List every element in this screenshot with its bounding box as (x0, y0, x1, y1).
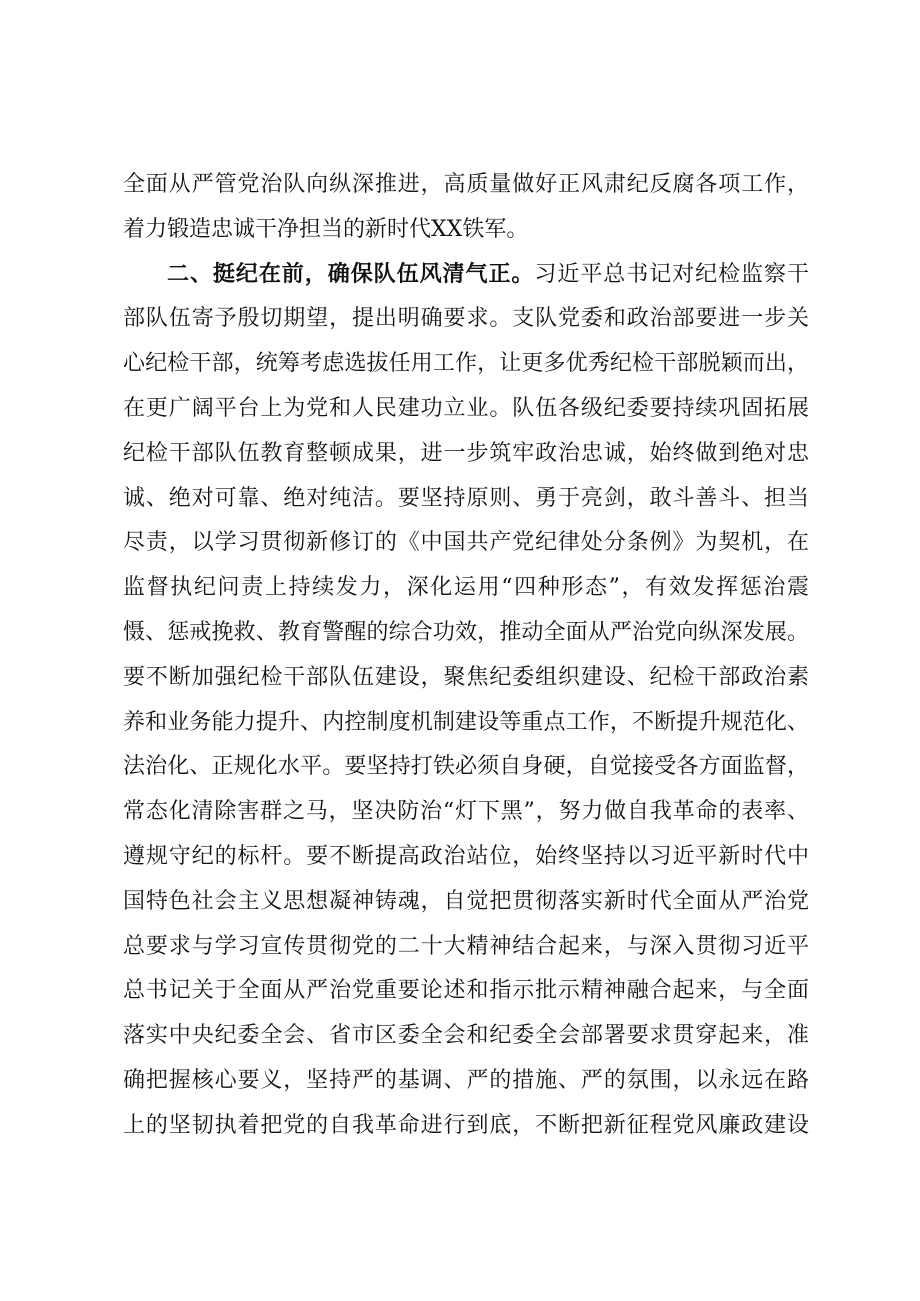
text-line: 落实中央纪委全会、省市区委全会和纪委全会部署要求贯穿起来，准 (123, 1023, 809, 1049)
section-heading: 二、挺纪在前，确保队伍风清气正。 (167, 261, 535, 287)
text-line: 在更广阔平台上为党和人民建功立业。队伍各级纪委要持续巩固拓展 (123, 395, 809, 421)
text-line: 部队伍寄予殷切期望，提出明确要求。支队党委和政治部要进一步关 (123, 306, 809, 332)
text-line: 总书记关于全面从严治党重要论述和指示批示精神融合起来，与全面 (123, 978, 809, 1004)
text-line: 着力锻造忠诚干净担当的新时代XX铁军。 (123, 216, 529, 242)
text-line: 常态化清除害群之马，坚决防治“灯下黑”，努力做自我革命的表率、 (123, 799, 809, 825)
section-first-line-text: 习近平总书记对纪检监察干 (534, 261, 809, 287)
text-line: 遵规守纪的标杆。要不断提高政治站位，始终坚持以习近平新时代中 (123, 843, 809, 869)
body-text (123, 163, 809, 1149)
text-line: 要不断加强纪检干部队伍建设，聚焦纪委组织建设、纪检干部政治素 (123, 664, 809, 690)
section-first-line (123, 253, 809, 298)
text-line: 全面从严管党治队向纵深推进，高质量做好正风肃纪反腐各项工作， (123, 172, 809, 197)
text-line: 纪检干部队伍教育整顿成果，进一步筑牢政治忠诚，始终做到绝对忠 (123, 440, 809, 466)
text-line: 心纪检干部，统筹考虑选拔任用工作，让更多优秀纪检干部脱颖而出， (123, 351, 809, 377)
text-line: 养和业务能力提升、内控制度机制建设等重点工作，不断提升规范化、 (123, 709, 809, 735)
text-line: 法治化、正规化水平。要坚持打铁必须自身硬，自觉接受各方面监督， (123, 754, 809, 780)
text-line: 诚、绝对可靠、绝对纯洁。要坚持原则、勇于亮剑，敢斗善斗、担当 (123, 485, 809, 511)
text-line: 尽责，以学习贯彻新修订的《中国共产党纪律处分条例》为契机，在 (123, 530, 809, 556)
text-line: 慑、惩戒挽救、教育警醒的综合功效，推动全面从严治党向纵深发展。 (123, 619, 809, 645)
text-line: 上的坚韧执着把党的自我革命进行到底，不断把新征程党风廉政建设 (123, 1112, 809, 1138)
text-line: 国特色社会主义思想凝神铸魂，自觉把贯彻落实新时代全面从严治党 (123, 888, 809, 914)
text-line: 确把握核心要义，坚持严的基调、严的措施、严的氛围，以永远在路 (123, 1067, 809, 1093)
text-line: 监督执纪问责上持续发力，深化运用“四种形态”，有效发挥惩治震 (123, 575, 809, 601)
text-line: 总要求与学习宣传贯彻党的二十大精神结合起来，与深入贯彻习近平 (123, 933, 809, 959)
